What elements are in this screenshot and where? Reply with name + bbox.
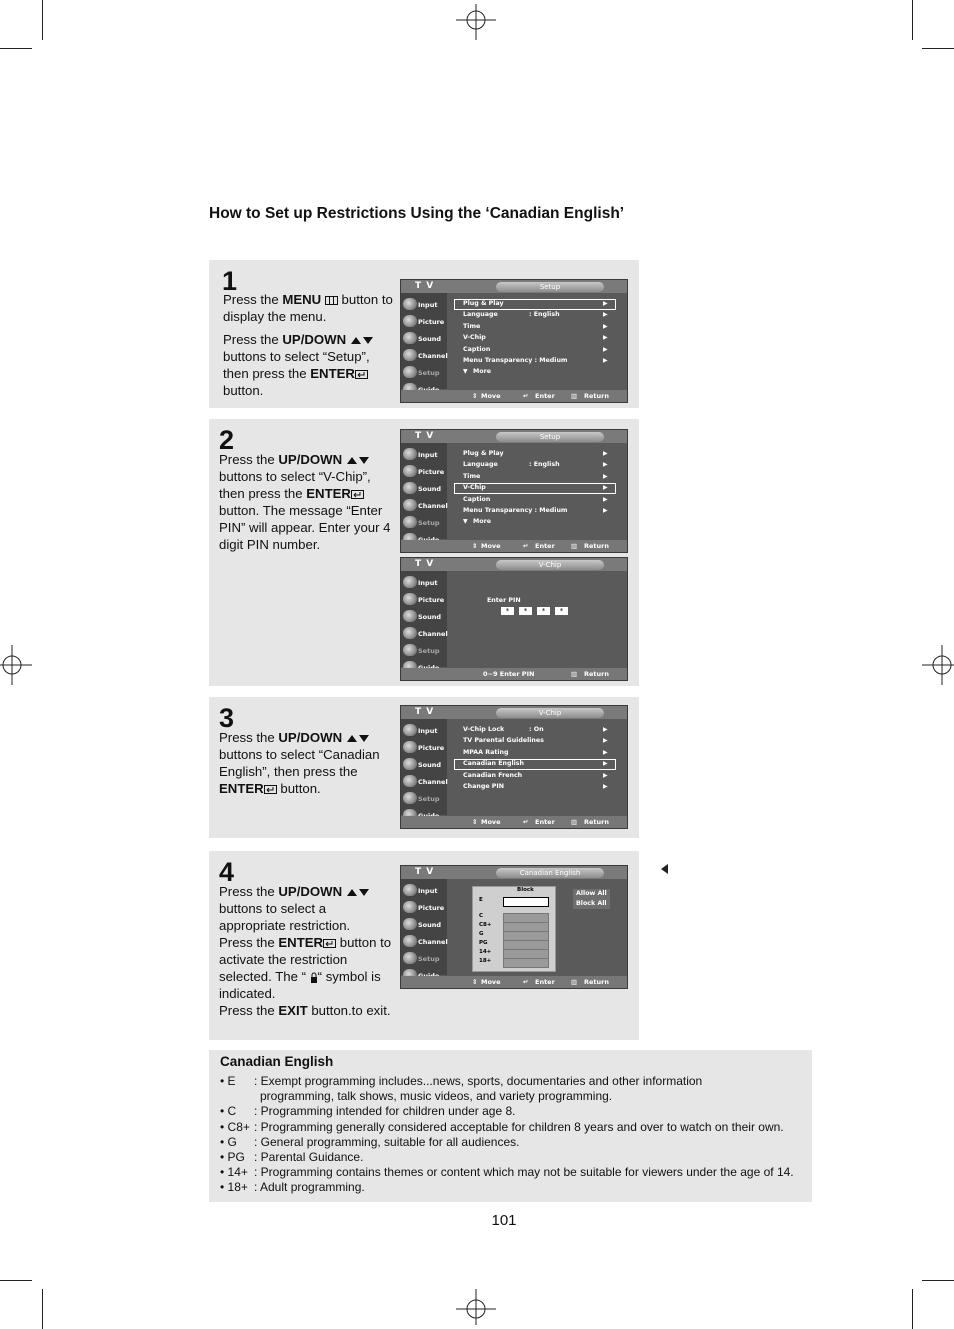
sidebar-item-label: Setup: [418, 369, 440, 377]
tv-sidebar-item: [401, 950, 447, 967]
rating-code: • PG: [220, 1150, 245, 1164]
sidebar-item-icon: [403, 349, 417, 361]
tv-footer: [401, 390, 627, 402]
rating-description: : Programming generally considered acceptable for children 8 years and over to watch on their own.: [254, 1119, 784, 1134]
tv-sidebar-item: [401, 722, 447, 739]
tv-screen-setup: [400, 279, 628, 403]
up-down-icon: [350, 336, 374, 345]
rating-label: C: [479, 913, 484, 919]
move-icon: ⇕: [472, 978, 478, 986]
chevron-right-icon: ▶: [603, 461, 608, 469]
tv-menu-item-label: Language: [463, 311, 498, 319]
registration-mark-icon: [922, 645, 954, 685]
rating-label: 18+: [479, 958, 492, 964]
footer-move: Move: [481, 392, 501, 400]
sidebar-item-label: Input: [418, 727, 438, 735]
crop-mark: [42, 1289, 43, 1329]
block-column-header: Block: [517, 887, 534, 893]
rating-description: : Programming contains themes or content which may not be suitable for viewers under the age of 14.: [254, 1165, 794, 1180]
page-title: How to Set up Restrictions Using the ‘Canadian English’: [209, 205, 625, 222]
tv-footer: [401, 668, 627, 680]
page-number: 101: [491, 1212, 517, 1229]
tv-logo: T V: [415, 281, 435, 291]
tv-sidebar-item: [401, 497, 447, 514]
enter-icon: [351, 490, 364, 499]
sidebar-item-icon: [403, 758, 417, 770]
tv-menu-item-value: : English: [529, 311, 560, 319]
sidebar-item-icon: [403, 935, 417, 947]
sidebar-item-icon: [403, 627, 417, 639]
rating-code: • G: [220, 1134, 237, 1149]
sidebar-item-icon: [403, 499, 417, 511]
tv-menu-item-value: : On: [529, 726, 544, 733]
enter-icon: [264, 785, 277, 794]
tv-menu-tab: V-Chip: [496, 708, 604, 718]
tv-sidebar-item: [401, 463, 447, 480]
footer-return: Return: [584, 392, 609, 400]
menu-icon: ▥: [571, 392, 578, 400]
tv-menu-item-label: Canadian English: [463, 760, 525, 768]
chevron-right-icon: ▶: [603, 737, 608, 745]
sidebar-item-icon: [403, 775, 417, 787]
tv-menu-item-label: Canadian French: [463, 771, 523, 779]
tv-sidebar-item: [401, 739, 447, 756]
sidebar-item-label: Sound: [418, 335, 442, 343]
tv-sidebar-item: [401, 446, 447, 463]
sidebar-item-label: Input: [418, 579, 438, 587]
tv-sidebar-item: [401, 933, 447, 950]
sidebar-item-icon: [403, 610, 417, 622]
sidebar-item-label: Channel: [418, 502, 448, 510]
chevron-right-icon: ▶: [603, 760, 608, 768]
enter-icon: ↵: [523, 392, 529, 400]
sidebar-item-label: Setup: [418, 519, 440, 527]
tv-header: [401, 866, 627, 879]
sidebar-item-label: Input: [418, 301, 438, 309]
sidebar-item-icon: [403, 901, 417, 913]
move-icon: ⇕: [472, 392, 478, 400]
block-all-button: Block All: [573, 899, 610, 909]
tv-sidebar-item: [401, 608, 447, 625]
footer-move: Move: [481, 818, 501, 826]
footer-enter: Enter: [535, 392, 555, 400]
sidebar-item-label: Sound: [418, 613, 442, 621]
tv-menu-item-label: Language: [463, 461, 498, 469]
crop-mark: [922, 48, 954, 49]
sidebar-item-label: Input: [418, 451, 438, 459]
enter-icon: ↵: [523, 978, 529, 986]
tv-menu-item-label: V-Chip Lock: [463, 726, 505, 733]
tv-sidebar-item: [401, 756, 447, 773]
chevron-right-icon: ▶: [603, 726, 608, 733]
up-down-icon: [346, 456, 370, 465]
chevron-right-icon: ▶: [603, 345, 608, 353]
tv-sidebar-item: [401, 625, 447, 642]
registration-mark-icon: [456, 0, 496, 40]
tv-footer: [401, 976, 627, 988]
info-heading: Canadian English: [220, 1054, 334, 1069]
sidebar-item-icon: [403, 576, 417, 588]
move-icon: ⇕: [472, 818, 478, 826]
sidebar-item-icon: [403, 366, 417, 378]
rating-block-grid: [472, 886, 556, 972]
canadian-english-info: [209, 1050, 812, 1202]
chevron-right-icon: ▶: [603, 495, 608, 503]
crop-mark: [0, 1280, 32, 1281]
sidebar-item-icon: [403, 741, 417, 753]
tv-logo: T V: [415, 867, 435, 877]
sidebar-item-label: Setup: [418, 647, 440, 655]
tv-footer: [401, 540, 627, 552]
crop-mark: [912, 0, 913, 40]
sidebar-item-icon: [403, 884, 417, 896]
tv-menu-item-label: MPAA Rating: [463, 748, 509, 756]
sidebar-item-label: Setup: [418, 955, 440, 963]
rating-code: • C: [220, 1104, 237, 1119]
tv-sidebar: [401, 719, 447, 815]
page-arrow-icon: [661, 864, 668, 874]
chevron-right-icon: ▶: [603, 507, 608, 514]
lock-icon: [310, 972, 318, 983]
up-down-icon: [346, 888, 370, 897]
tv-menu-tab: Canadian English: [496, 868, 604, 878]
rating-block-cell: [503, 958, 549, 968]
sidebar-item-label: Picture: [418, 318, 445, 326]
sidebar-item-label: Channel: [418, 352, 448, 360]
tv-sidebar-item: [401, 790, 447, 807]
registration-mark-icon: [0, 645, 32, 685]
rating-label: 14+: [479, 949, 492, 955]
tv-sidebar: [401, 443, 447, 539]
sidebar-item-label: Channel: [418, 630, 448, 638]
rating-label: PG: [479, 940, 488, 946]
tv-menu-item-label: Plug & Play: [463, 300, 504, 307]
sidebar-item-icon: [403, 482, 417, 494]
menu-icon: ▥: [571, 818, 578, 826]
tv-sidebar-item: [401, 642, 447, 659]
step-number: 3: [219, 703, 235, 733]
sidebar-item-icon: [403, 516, 417, 528]
rating-code: • C8+: [220, 1119, 250, 1134]
tv-sidebar-item: [401, 882, 447, 899]
rating-description: : Programming intended for children under age 8.: [254, 1104, 516, 1119]
tv-header: [401, 430, 627, 443]
tv-header: [401, 706, 627, 719]
sidebar-item-icon: [403, 465, 417, 477]
step-number: 2: [219, 425, 235, 455]
sidebar-item-icon: [403, 644, 417, 656]
chevron-right-icon: ▶: [603, 484, 608, 492]
tv-menu-item-label: Menu Transparency : Medium: [463, 357, 568, 364]
chevron-right-icon: ▶: [603, 771, 608, 779]
registration-mark-icon: [456, 1289, 496, 1329]
sidebar-item-icon: [403, 315, 417, 327]
sidebar-item-icon: [403, 298, 417, 310]
footer-move: Move: [481, 542, 501, 550]
chevron-right-icon: ▶: [603, 334, 608, 342]
sidebar-item-label: Sound: [418, 485, 442, 493]
tv-menu-item-label: TV Parental Guidelines: [463, 737, 544, 745]
tv-sidebar-item: [401, 364, 447, 381]
menu-icon: ▥: [571, 670, 578, 678]
tv-sidebar-item: [401, 514, 447, 531]
crop-mark: [912, 1289, 913, 1329]
chevron-right-icon: ▶: [603, 783, 608, 790]
sidebar-item-icon: [403, 952, 417, 964]
tv-logo: T V: [415, 431, 435, 441]
tv-sidebar-item: [401, 591, 447, 608]
sidebar-item-icon: [403, 918, 417, 930]
tv-sidebar: [401, 879, 447, 975]
tv-menu-tab: Setup: [496, 432, 604, 442]
sidebar-item-label: Input: [418, 887, 438, 895]
pin-digit-box: *: [537, 607, 550, 615]
sidebar-item-icon: [403, 332, 417, 344]
enter-pin-label: Enter PIN: [487, 597, 521, 604]
footer-enter: Enter: [535, 542, 555, 550]
step-number: 4: [219, 857, 235, 887]
sidebar-item-label: Sound: [418, 921, 442, 929]
step-2-text: Press the UP/DOWN buttons to select “V-Chip”, then press the ENTER button. The message “Enter PIN” will appear. Enter your 4 digit PIN number.: [219, 452, 391, 552]
sidebar-item-icon: [403, 448, 417, 460]
rating-block-cell: [503, 897, 549, 907]
crop-mark: [922, 1280, 954, 1281]
tv-menu-item-label: Time: [463, 472, 481, 480]
tv-menu-item-label: Change PIN: [463, 783, 505, 790]
chevron-right-icon: ▶: [603, 322, 608, 330]
tv-screen-setup-vchip: [400, 429, 628, 553]
rating-code: • 14+: [220, 1165, 248, 1180]
rating-label: C8+: [479, 922, 492, 928]
footer-move: Move: [481, 978, 501, 986]
pin-digit-box: *: [555, 607, 568, 615]
sidebar-item-label: Picture: [418, 744, 445, 752]
sidebar-item-label: Channel: [418, 778, 448, 786]
rating-label: G: [479, 931, 484, 937]
footer-enter: Enter: [535, 818, 555, 826]
pin-digit-box: *: [519, 607, 532, 615]
rating-code: • 18+: [220, 1180, 248, 1195]
tv-sidebar: [401, 571, 447, 667]
sidebar-item-label: Sound: [418, 761, 442, 769]
tv-menu-item-label: V-Chip: [463, 484, 486, 492]
tv-sidebar-item: [401, 574, 447, 591]
tv-menu-item-label: More: [473, 518, 491, 526]
tv-sidebar-item: [401, 347, 447, 364]
tv-menu-item-label: Plug & Play: [463, 450, 504, 457]
tv-sidebar-item: [401, 296, 447, 313]
chevron-right-icon: ▶: [603, 450, 608, 457]
enter-icon: ↵: [523, 542, 529, 550]
tv-menu-item-label: Caption: [463, 495, 491, 503]
chevron-down-icon: ▼: [463, 368, 468, 376]
enter-icon: [323, 939, 336, 948]
tv-screen-canadian-english: [400, 865, 628, 989]
allow-all-button: Allow All: [573, 889, 610, 899]
tv-menu-item-value: : English: [529, 461, 560, 469]
sidebar-item-label: Picture: [418, 468, 445, 476]
step-1-text: Press the MENU button to display the menu. Press the UP/DOWN buttons to select “Setup”, then press the ENTER button.: [223, 292, 393, 398]
menu-icon: [325, 296, 338, 305]
up-down-icon: [346, 734, 370, 743]
chevron-down-icon: ▼: [463, 518, 468, 526]
tv-logo: T V: [415, 707, 435, 717]
step-3-text: Press the UP/DOWN buttons to select “Canadian English”, then press the ENTER button.: [219, 730, 380, 796]
chevron-right-icon: ▶: [603, 300, 608, 307]
footer-return: Return: [584, 818, 609, 826]
menu-icon: ▥: [571, 542, 578, 550]
pin-digit-box: *: [501, 607, 514, 615]
step-number: 1: [222, 266, 238, 296]
footer-enter: Enter: [535, 978, 555, 986]
tv-menu-item-label: More: [473, 368, 491, 376]
rating-description: programming, talk shows, music videos, and variety programming.: [260, 1089, 613, 1104]
tv-screen-enter-pin: [400, 557, 628, 681]
tv-menu-item-label: V-Chip: [463, 334, 486, 342]
tv-menu-item-label: Time: [463, 322, 481, 330]
tv-sidebar-item: [401, 480, 447, 497]
sidebar-item-label: Picture: [418, 596, 445, 604]
tv-menu-item-label: Caption: [463, 345, 491, 353]
rating-label: E: [479, 897, 483, 903]
tv-sidebar-item: [401, 899, 447, 916]
tv-header: [401, 280, 627, 293]
chevron-right-icon: ▶: [603, 311, 608, 319]
crop-mark: [0, 48, 32, 49]
sidebar-item-label: Channel: [418, 938, 448, 946]
menu-icon: ▥: [571, 978, 578, 986]
tv-sidebar-item: [401, 773, 447, 790]
chevron-right-icon: ▶: [603, 357, 608, 364]
tv-footer: [401, 816, 627, 828]
tv-screen-vchip: [400, 705, 628, 829]
rating-description: : General programming, suitable for all audiences.: [254, 1134, 520, 1149]
enter-icon: [355, 370, 368, 379]
sidebar-item-icon: [403, 724, 417, 736]
crop-mark: [42, 0, 43, 40]
sidebar-item-icon: [403, 792, 417, 804]
tv-menu-item-label: Menu Transparency : Medium: [463, 507, 568, 514]
rating-description: : Exempt programming includes...news, sports, documentaries and other information: [254, 1074, 703, 1088]
chevron-right-icon: ▶: [603, 472, 608, 480]
tv-menu-tab: Setup: [496, 282, 604, 292]
tv-sidebar-item: [401, 330, 447, 347]
footer-return: Return: [584, 670, 609, 678]
footer-return: Return: [584, 542, 609, 550]
rating-code: • E: [220, 1074, 236, 1088]
tv-menu-tab: V-Chip: [496, 560, 604, 570]
move-icon: ⇕: [472, 542, 478, 550]
tv-sidebar-item: [401, 313, 447, 330]
chevron-right-icon: ▶: [603, 748, 608, 756]
tv-sidebar: [401, 293, 447, 389]
tv-sidebar-item: [401, 916, 447, 933]
tv-header: [401, 558, 627, 571]
enter-icon: ↵: [523, 818, 529, 826]
sidebar-item-icon: [403, 593, 417, 605]
sidebar-item-label: Picture: [418, 904, 445, 912]
sidebar-item-label: Setup: [418, 795, 440, 803]
step-4-text: Press the UP/DOWN buttons to select a appropriate restriction. Press the ENTER button to activate the restriction selected. The “ “ symbol is indicated. Press the EXIT button.to exit.: [219, 884, 392, 1018]
rating-description: : Adult programming.: [254, 1180, 365, 1195]
tv-logo: T V: [415, 559, 435, 569]
footer-return: Return: [584, 978, 609, 986]
rating-description: : Parental Guidance.: [254, 1150, 364, 1164]
footer-pin-hint: 0~9 Enter PIN: [483, 670, 535, 678]
